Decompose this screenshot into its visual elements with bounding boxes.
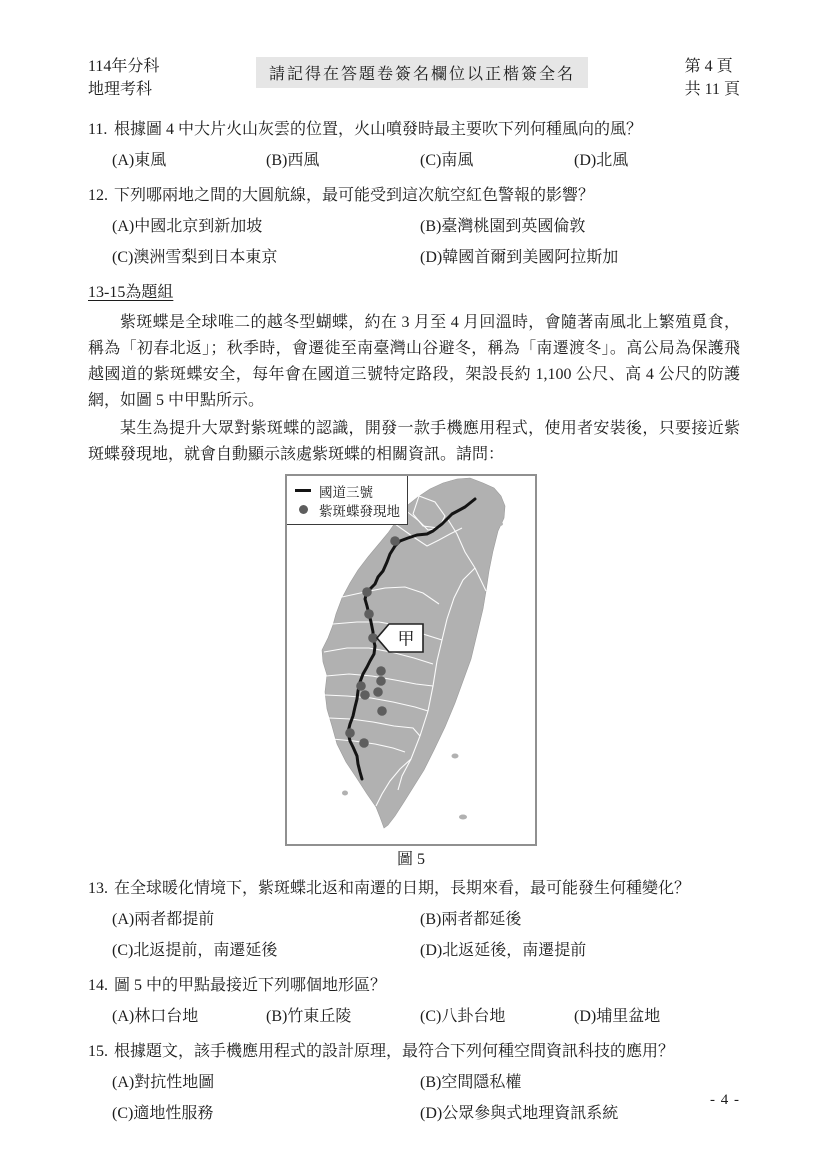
offshore-islet <box>497 522 503 526</box>
butterfly-sighting-dot <box>390 536 400 546</box>
footer-page-number: - 4 - <box>710 1092 740 1108</box>
question-stem: 在全球暖化情境下，紫斑蝶北返和南遷的日期，長期來看，最可能發生何種變化？ <box>114 880 691 897</box>
taiwan-map-svg <box>287 476 535 844</box>
figure-caption: 圖 5 <box>396 851 425 868</box>
taiwan-island-shape <box>322 478 505 828</box>
option-c: (C)北返提前，南遷延後 <box>112 942 278 959</box>
map-legend <box>287 476 408 525</box>
question-number: 12. <box>88 187 108 204</box>
page-counter <box>685 55 740 101</box>
exam-year-line: 114年分科 <box>88 58 160 75</box>
option-b: (B)西風 <box>266 152 320 169</box>
question-stem: 下列哪兩地之間的大圓航線，最可能受到這次航空紅色警報的影響？ <box>114 187 595 204</box>
butterfly-sighting-dot <box>362 587 372 597</box>
legend-route-label: 國道三號 <box>319 484 373 500</box>
option-a: (A)對抗性地圖 <box>112 1074 215 1091</box>
question-number: 11. <box>88 121 108 138</box>
figure-5 <box>285 474 537 871</box>
option-c: (C)南風 <box>420 152 474 169</box>
butterfly-sighting-dot <box>373 687 383 697</box>
butterfly-sighting-dot <box>376 676 386 686</box>
option-a: (A)中國北京到新加坡 <box>112 218 263 235</box>
figure-5-map <box>285 474 537 846</box>
sighting-dot-icon <box>299 505 308 514</box>
question-stem: 圖 5 中的甲點最接近下列哪個地形區？ <box>114 977 387 994</box>
group-paragraph-1: 紫斑蝶是全球唯二的越冬型蝴蝶，約在 3 月至 4 月回溫時，會隨著南風北上繁殖覓食，稱為「初春北返」；秋季時，會遷徙至南臺灣山谷避冬，稱為「南遷渡冬」。高公局為保護飛越國道的紫斑蝶安全，每年會在國道三號特定路段，架設長約 1,100 公尺、高 4 公尺的防護網，如圖 5 中甲點所示。 <box>88 314 740 409</box>
page-number-line: 第 4 頁 <box>684 58 733 75</box>
question-11 <box>88 116 740 174</box>
legend-route-row <box>295 481 407 500</box>
offshore-islet <box>459 815 467 820</box>
question-number: 13. <box>88 880 108 897</box>
page-total-line: 共 11 頁 <box>684 81 740 98</box>
question-group-title: 13-15為題組 <box>88 284 174 301</box>
option-b: (B)竹東丘陵 <box>266 1008 352 1025</box>
question-stem: 根據題文，該手機應用程式的設計原理，最符合下列何種空間資訊科技的應用？ <box>114 1043 675 1060</box>
option-b: (B)空間隱私權 <box>420 1074 522 1091</box>
butterfly-sighting-dot <box>345 728 355 738</box>
option-d: (D)公眾參與式地理資訊系統 <box>420 1105 619 1122</box>
signature-notice: 請記得在答題卷簽名欄位以正楷簽全名 <box>256 57 588 88</box>
legend-sighting-label: 紫斑蝶發現地 <box>319 503 400 519</box>
butterfly-sighting-dot <box>359 738 369 748</box>
exam-subject <box>88 55 159 101</box>
question-12 <box>88 182 740 271</box>
option-d: (D)北返延後，南遷提前 <box>420 942 587 959</box>
question-14 <box>88 972 740 1030</box>
question-number: 14. <box>88 977 108 994</box>
exam-subject-line: 地理考科 <box>88 81 153 98</box>
butterfly-sighting-dot <box>377 706 387 716</box>
question-number: 15. <box>88 1043 108 1060</box>
option-d: (D)北風 <box>574 152 629 169</box>
option-b: (B)臺灣桃園到英國倫敦 <box>420 218 586 235</box>
question-stem: 根據圖 4 中大片火山灰雲的位置，火山噴發時最主要吹下列何種風向的風？ <box>114 121 643 138</box>
option-a: (A)東風 <box>112 152 167 169</box>
exam-content <box>88 116 740 1127</box>
route-line-icon <box>295 489 311 492</box>
butterfly-sighting-dot <box>376 666 386 676</box>
group-paragraph-2: 某生為提升大眾對紫斑蝶的認識，開發一款手機應用程式，使用者安裝後，只要接近紫斑蝶發現地，就會自動顯示該處紫斑蝶的相關資訊。請問： <box>88 420 740 463</box>
page-header <box>88 55 740 101</box>
question-15 <box>88 1038 740 1127</box>
option-a: (A)林口台地 <box>112 1008 199 1025</box>
offshore-islet <box>342 791 348 796</box>
option-c: (C)八卦台地 <box>420 1008 506 1025</box>
option-a: (A)兩者都提前 <box>112 911 215 928</box>
option-d: (D)韓國首爾到美國阿拉斯加 <box>420 249 619 266</box>
option-c: (C)澳洲雪梨到日本東京 <box>112 249 278 266</box>
butterfly-sighting-dot <box>360 690 370 700</box>
butterfly-sighting-dot <box>356 681 366 691</box>
offshore-islet <box>452 754 459 759</box>
point-jia-label: 甲 <box>397 629 415 649</box>
option-c: (C)適地性服務 <box>112 1105 214 1122</box>
butterfly-sighting-dot <box>364 609 374 619</box>
question-13 <box>88 875 740 964</box>
option-d: (D)埔里盆地 <box>574 1008 661 1025</box>
option-b: (B)兩者都延後 <box>420 911 522 928</box>
legend-sighting-row <box>295 500 407 519</box>
